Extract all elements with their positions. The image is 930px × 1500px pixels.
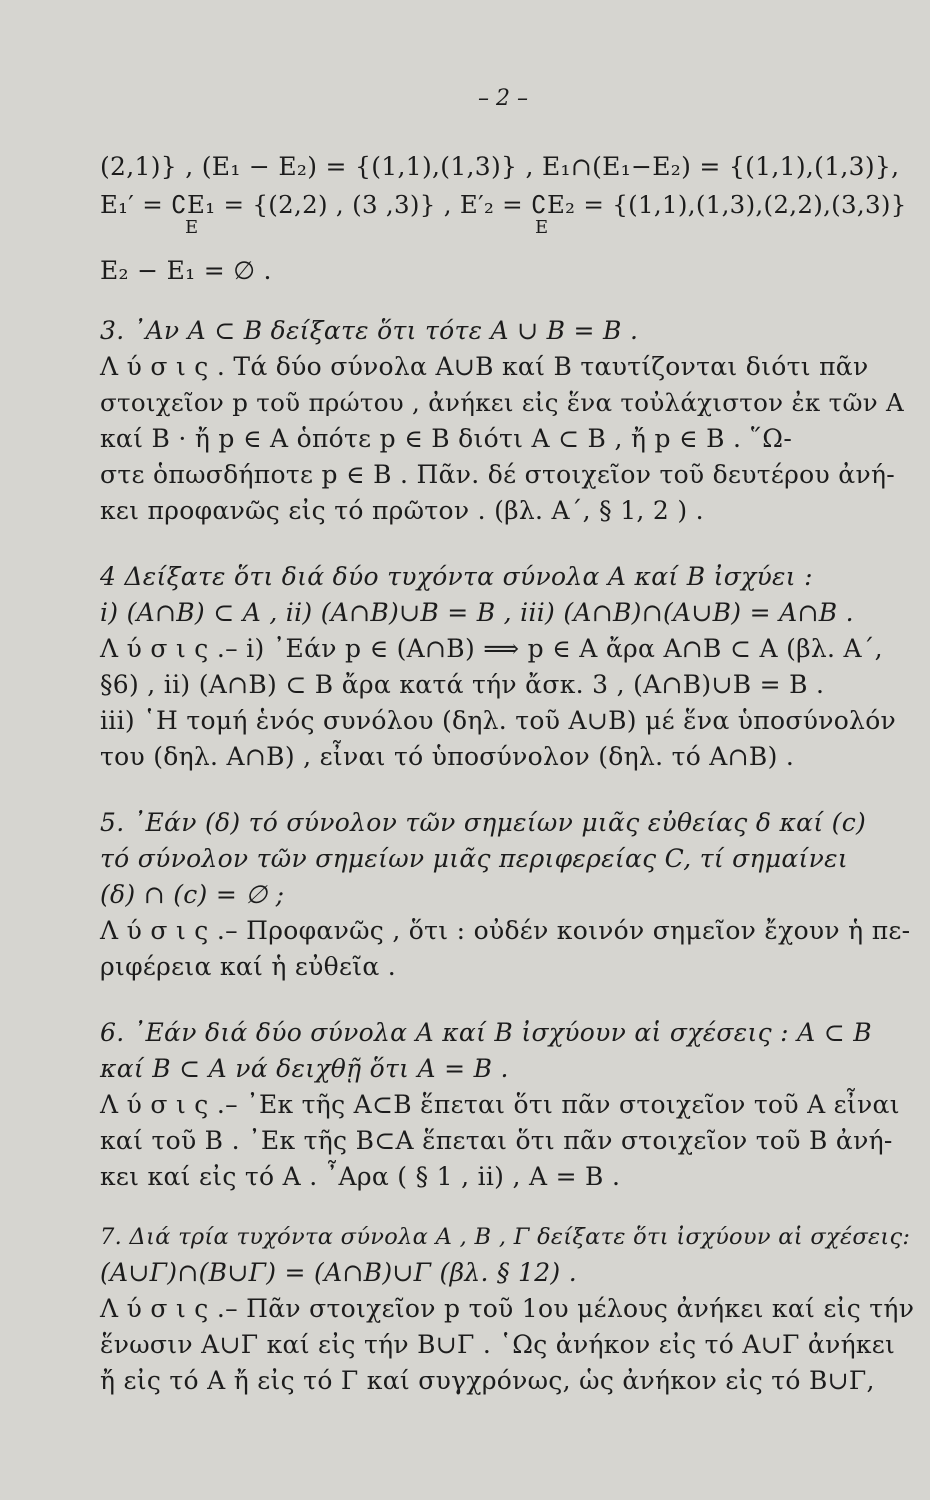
text-line: ἕνωσιν A∪Γ καί εἰς τήν B∪Γ . ῾Ως ἀνήκον εἰς τό A∪Γ ἀνήκει xyxy=(100,1330,896,1359)
text-line: Λ ύ σ ι ς .– ᾽Εκ τῆς A⊂B ἕπεται ὅτι πᾶν στοιχεῖον τοῦ A εἶναι xyxy=(100,1090,900,1119)
text-line: καί τοῦ B . ᾽Εκ τῆς B⊂A ἕπεται ὅτι πᾶν στοιχεῖον τοῦ B ἀνή- xyxy=(100,1126,893,1155)
complement-subscript: E xyxy=(535,217,549,238)
text-line: κει καί εἰς τό A . ῏Αρα ( § 1 , ii) , A = B . xyxy=(100,1162,621,1191)
text-line: Λ ύ σ ι ς . Τά δύο σύνολα A∪B καί B ταυτίζονται διότι πᾶν xyxy=(100,352,869,381)
problem-4-statement: 4 Δείξατε ὅτι διά δύο τυχόντα σύνολα A καί B ἰσχύει : xyxy=(100,562,813,591)
problem-5-statement: (δ) ∩ (c) = ∅ ; xyxy=(100,880,285,909)
text-line: του (δηλ. A∩B) , εἶναι τό ὑποσύνολον (δηλ. τό A∩B) . xyxy=(100,742,795,771)
problem-6-statement: 6. ᾽Εάν διά δύο σύνολα A καί B ἰσχύουν αἱ σχέσεις : A ⊂ B xyxy=(100,1018,872,1047)
text-line: καί B · ἤ p ∈ A ὁπότε p ∈ B διότι A ⊂ B , ἤ p ∈ B . ῞Ω- xyxy=(100,424,793,453)
problem-5-statement: 5. ᾽Εάν (δ) τό σύνολον τῶν σημείων μιᾶς εὐθείας δ καί (c) xyxy=(100,808,867,837)
text-line: Λ ύ σ ι ς .– Πᾶν στοιχεῖον p τοῦ 1ου μέλους ἀνήκει καί εἰς τήν xyxy=(100,1294,915,1323)
text-line: (2,1)} , (E₁ − E₂) = {(1,1),(1,3)} , E₁∩(E₁−E₂) = {(1,1),(1,3)}, xyxy=(100,152,900,181)
text-line: στε ὁπωσδήποτε p ∈ B . Πᾶν. δέ στοιχεῖον τοῦ δευτέρου ἀνή- xyxy=(100,460,895,489)
text-line: §6) , ii) (A∩B) ⊂ B ἄρα κατά τήν ἄσκ. 3 , (A∩B)∪B = B . xyxy=(100,670,825,699)
page-number: – 2 – xyxy=(478,86,528,111)
text-line: Λ ύ σ ι ς .– i) ᾽Εάν p ∈ (A∩B) ⟹ p ∈ A ἄρα A∩B ⊂ A (βλ. Α΄, xyxy=(100,634,883,663)
complement-subscript: E xyxy=(185,217,199,238)
text-line: iii) ῾Η τομή ἑνός συνόλου (δηλ. τοῦ A∪B) μέ ἕνα ὑποσύνολόν xyxy=(100,706,897,735)
problem-6-statement: καί B ⊂ A νά δειχθῇ ὅτι A = B . xyxy=(100,1054,509,1083)
problem-3-statement: 3. ᾽Αν A ⊂ B δείξατε ὅτι τότε A ∪ B = B . xyxy=(100,316,639,345)
text-line: κει προφανῶς εἰς τό πρῶτον . (βλ. Α΄, § 1, 2 ) . xyxy=(100,496,704,525)
problem-7-statement: (A∪Γ)∩(B∪Γ) = (A∩B)∪Γ (βλ. § 12) . xyxy=(100,1258,577,1287)
problem-7-statement: 7. Διά τρία τυχόντα σύνολα A , B , Γ δείξατε ὅτι ἰσχύουν αἱ σχέσεις: xyxy=(100,1224,911,1250)
text-line: E₂ − E₁ = ∅ . xyxy=(100,256,272,285)
text-line: Λ ύ σ ι ς .– Προφανῶς , ὅτι : οὐδέν κοινόν σημεῖον ἔχουν ἡ πε- xyxy=(100,916,911,945)
text-line: ἤ εἰς τό A ἤ εἰς τό Γ καί συγχρόνως, ὡς ἀνήκον εἰς τό B∪Γ, xyxy=(100,1366,875,1395)
text-line: ριφέρεια καί ἡ εὐθεῖα . xyxy=(100,952,397,981)
text-line: στοιχεῖον p τοῦ πρώτου , ἀνήκει εἰς ἕνα τοὐλάχιστον ἐκ τῶν A xyxy=(100,388,904,417)
text-line: E₁′ = ∁E₁ = {(2,2) , (3 ,3)} , E′₂ = ∁E₂ = {(1,1),(1,3),(2,2),(3,3)} xyxy=(100,190,907,219)
problem-5-statement: τό σύνολον τῶν σημείων μιᾶς περιφερείας C, τί σημαίνει xyxy=(100,844,848,873)
problem-4-statement: i) (A∩B) ⊂ A , ii) (A∩B)∪B = B , iii) (A∩B)∩(A∪B) = A∩B . xyxy=(100,598,854,627)
